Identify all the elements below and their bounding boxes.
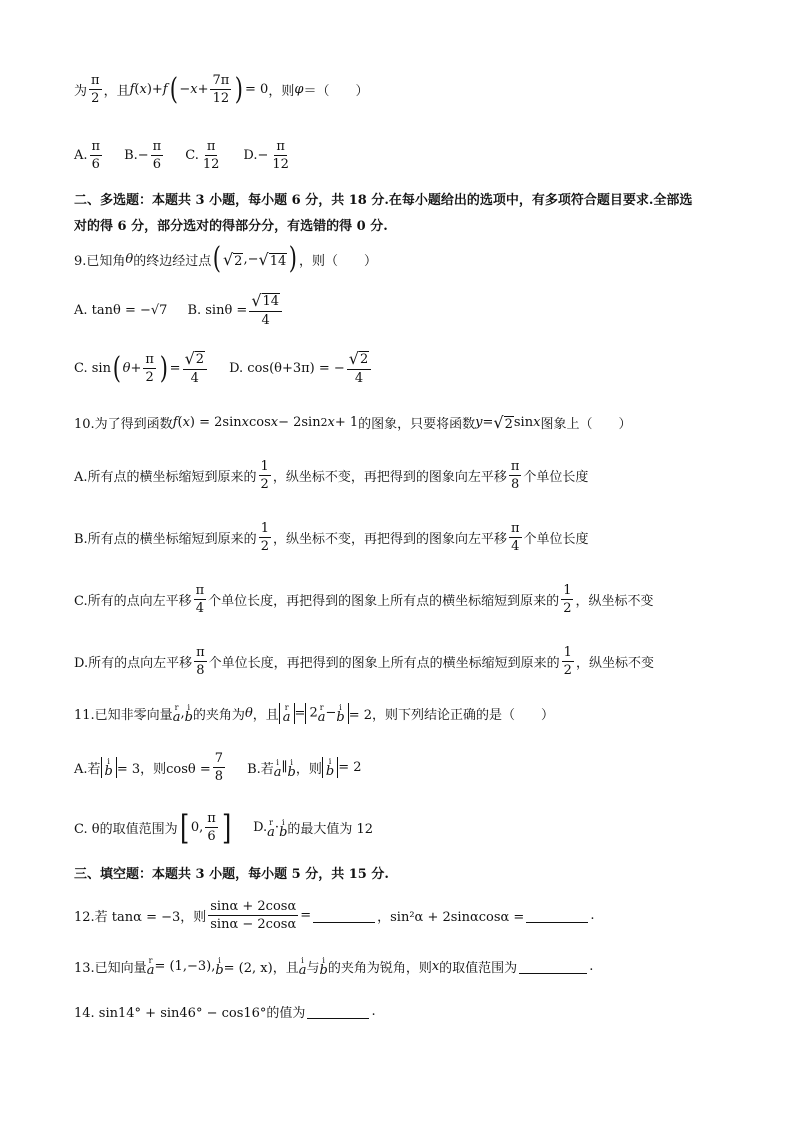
q9-stem: 9.已知角 θ 的终边经过点 ( √ 2 ,− √ 14 ) ，则（ ） (74, 241, 377, 276)
q11-options-cd (74, 807, 393, 848)
q12: 12.若 tanα = −3，则 $\frac{\sin\alpha + 2\cos\alpha}{\sin\alpha - 2\cos\alpha}$ = ，sin²α + 2sinαcosα = . (74, 899, 595, 932)
q10-option-c[interactable]: C.所有的点向左平移 $\frac{\pi}{4}$ 个单位长度，再把得到的图象上所有点的横坐标缩短到原来的 $\frac{1}{2}$ ，纵坐标不变 (74, 583, 654, 616)
q12-answer-blank-2[interactable] (526, 908, 588, 923)
q9-option-c[interactable]: C. sin ( θ + $\frac{\pi}{2}$ ) = √ 2 4 (74, 350, 209, 387)
q11-stem: 11.已知非零向量 r a , i b 的夹角为 θ ，且 r a = 2 r a − i b = 2，则下列结论正确的是（ ） (74, 703, 555, 726)
q10-option-b[interactable]: B.所有点的横坐标缩短到原来的 $\frac{1}{2}$ ，纵坐标不变，再把得到的图象向左平移 $\frac{\pi}{4}$ 个单位长度 (74, 521, 589, 554)
pi-over-2: $\frac{\pi}{2}$ (91, 73, 100, 106)
q8-options (74, 138, 313, 173)
q11-options-ab (74, 750, 382, 785)
q9-options-cd (74, 350, 393, 387)
section3-heading: 三、填空题：本题共 3 小题，每小题 5 分，共 15 分. (74, 867, 389, 882)
q14-answer-blank[interactable] (307, 1004, 369, 1019)
q10-option-d[interactable]: D.所有的点向左平移 $\frac{\pi}{8}$ 个单位长度，再把得到的图象上所有点的横坐标缩短到原来的 $\frac{1}{2}$ ，纵坐标不变 (74, 645, 654, 678)
q14: 14. sin14° + sin46° − cos16°的值为 . (74, 1004, 376, 1021)
q13-answer-blank[interactable] (519, 959, 587, 974)
q10-stem: 10.为了得到函数 f ( x ) = 2sin x cos x − 2sin 2 x + 1 的图象，只要将函数 y = √ 2 sin x 图象上（ ） (74, 413, 632, 432)
q8-option-c[interactable]: C. $\frac{\pi}{12}$ (185, 139, 220, 172)
q12-answer-blank-1[interactable] (313, 908, 375, 923)
section2-heading-line2: 对的得 6 分，部分选对的得部分分，有选错的得 0 分. (74, 219, 388, 234)
q8-option-b[interactable]: B. − $\frac{\pi}{6}$ (124, 139, 162, 172)
q8-option-a[interactable]: A. $\frac{\pi}{6}$ (74, 139, 101, 172)
q9-options-ab (74, 292, 304, 329)
q9-option-a[interactable]: A. tanθ = −√7 (74, 303, 168, 318)
q11-option-c[interactable]: C. θ的取值范围为 [ 0, $\frac{\pi}{6}$ ] (74, 807, 232, 848)
q8-option-d[interactable]: D. − $\frac{\pi}{12}$ (243, 139, 289, 172)
7pi-over-12: $\frac{7\pi}{12}$ (212, 73, 230, 106)
q9-option-d[interactable]: D. cos(θ+3π) = − √ 2 4 (229, 350, 373, 387)
q13: 13.已知向量 r a = (1,−3), i b = (2, x)，且 i a 与 i b 的夹角为锐角，则 x 的取值范围为 . (74, 956, 594, 978)
q10-option-a[interactable]: A.所有点的横坐标缩短到原来的 $\frac{1}{2}$ ，纵坐标不变，再把得到的图象向左平移 $\frac{\pi}{8}$ 个单位长度 (74, 459, 589, 492)
q11-option-b[interactable]: B.若 i a ∥ i b ，则 i b = 2 (247, 757, 362, 780)
q11-option-a[interactable]: A.若 i b = 3，则cosθ = $\frac{7}{8}$ (74, 751, 224, 784)
q11-option-d[interactable]: D. r a · i b 的最大值为 12 (253, 817, 374, 840)
q9-option-b[interactable]: B. sinθ = √ 14 4 (187, 292, 284, 329)
section2-heading-line1: 二、多选题：本题共 3 小题，每小题 6 分，共 18 分.在每小题给出的选项中，有多项符合题目要求.全部选 (74, 193, 693, 208)
q8-stem-line: 为 $\frac{\pi}{2}$ ，且 f ( x )+ f ( −x+ $\frac{7\pi}{12}$ ) = 0 ，则 φ ＝（ ） (74, 71, 369, 107)
